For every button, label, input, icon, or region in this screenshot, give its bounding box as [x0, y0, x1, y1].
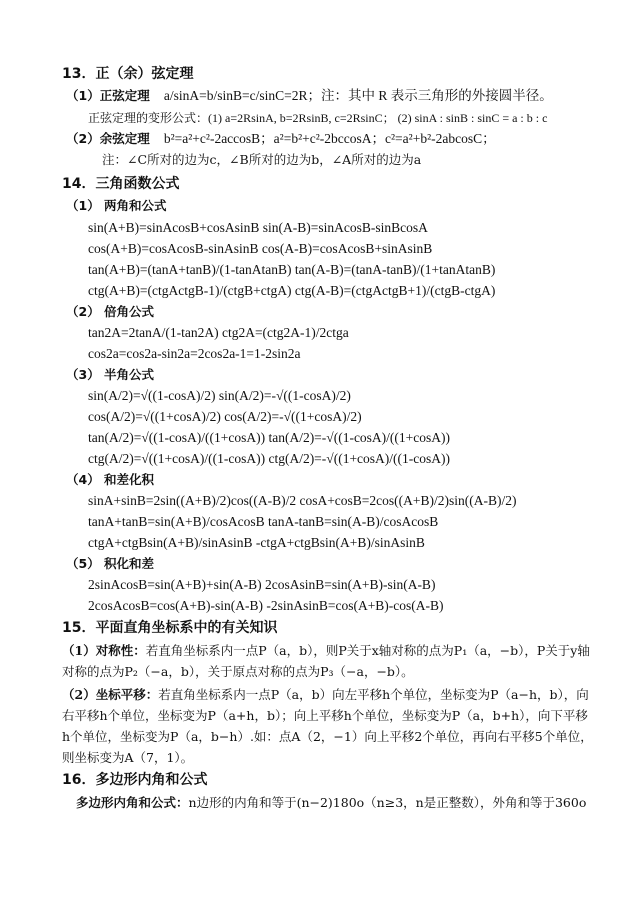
translation-text: 若直角坐标系内一点P（a，b）向左平移h个单位，坐标变为P（a−h，b），向右平移h个单位，坐标变为P（a+h，b）；向上平移h个单位，坐标变为P（a，b+h），向下平移h个单位，坐标变为P（a，b−h）.如：点A（2，−1）向上平移2个单位，再向右平移5个单位，则坐标变为A（7，1）。 — [62, 687, 593, 765]
section-14-title: 14．三角函数公式 — [62, 176, 180, 192]
product-to-sum-label: （5） 积化和差 — [66, 556, 155, 571]
formula-line: cos(A/2)=√((1+cosA)/2) cos(A/2)=-√((1+cosA)/2) — [88, 409, 362, 424]
sine-law-text: a/sinA=b/sinB=c/sinC=2R；注：其中 R 表示三角形的外接圆半径。 — [163, 88, 553, 103]
section-15-title: 15．平面直角坐标系中的有关知识 — [62, 620, 278, 636]
cos-law-text: b²=a²+c²-2accosB；a²=b²+c²-2bccosA；c²=a²+b²-2abcosC； — [163, 131, 496, 146]
sine-law-variants: 正弦定理的变形公式：(1) a=2RsinA, b=2RsinB, c=2RsinC； (2) sinA : sinB : sinC = a : b : c — [88, 111, 548, 125]
translation-label: （2）坐标平移： — [62, 687, 159, 702]
half-angle-label: （3） 半角公式 — [66, 367, 155, 382]
formula-line: ctg(A+B)=(ctgActgB-1)/(ctgB+ctgA) ctg(A-B)=(ctgActgB+1)/(ctgB-ctgA) — [88, 283, 496, 298]
sine-law-label: （1）正弦定理 — [66, 88, 150, 103]
formula-line: sin(A+B)=sinAcosB+cosAsinB sin(A-B)=sinAcosB-sinBcosA — [88, 220, 428, 235]
symmetry-text: 若直角坐标系内一点P（a，b），则P关于x轴对称的点为P₁（a，−b），P关于y轴对称的点为P₂（−a，b），关于原点对称的点为P₃（−a，−b）。 — [62, 643, 590, 679]
symmetry-paragraph — [62, 640, 594, 682]
polygon-angle-text: n边形的内角和等于(n−2)180o（n≥3，n是正整数），外角和等于360o — [188, 795, 587, 810]
formula-line: ctg(A/2)=√((1+cosA)/((1-cosA)) ctg(A/2)=-√((1+cosA)/((1-cosA)) — [88, 451, 451, 466]
formula-line: sin(A/2)=√((1-cosA)/2) sin(A/2)=-√((1-cosA)/2) — [88, 388, 351, 403]
formula-line: 2cosAcosB=cos(A+B)-sin(A-B) -2sinAsinB=cos(A+B)-cos(A-B) — [88, 598, 444, 613]
sum-to-product-label: （4） 和差化积 — [66, 472, 155, 487]
double-angle-label: （2） 倍角公式 — [66, 304, 155, 319]
section-13-title: 13．正（余）弦定理 — [62, 66, 194, 82]
formula-line: tan(A/2)=√((1-cosA)/((1+cosA)) tan(A/2)=-√((1-cosA)/((1+cosA)) — [88, 430, 451, 445]
formula-line: cos(A+B)=cosAcosB-sinAsinB cos(A-B)=cosAcosB+sinAsinB — [88, 241, 433, 256]
formula-line: tanA+tanB=sin(A+B)/cosAcosB tanA-tanB=sin(A-B)/cosAcosB — [88, 514, 439, 529]
formula-line: cos2a=cos2a-sin2a=2cos2a-1=1-2sin2a — [88, 346, 301, 361]
section-16-title: 16．多边形内角和公式 — [62, 772, 208, 788]
polygon-angle-line — [76, 795, 586, 811]
angle-side-note: 注：∠C所对的边为c，∠B所对的边为b，∠A所对的边为a — [102, 152, 422, 167]
translation-paragraph — [62, 684, 594, 768]
cos-law-label: （2）余弦定理 — [66, 131, 150, 146]
cos-law-line — [66, 131, 496, 148]
sum-formula-label: （1） 两角和公式 — [66, 198, 167, 213]
formula-line: tan2A=2tanA/(1-tan2A) ctg2A=(ctg2A-1)/2ctga — [88, 325, 349, 340]
sine-law-line — [66, 88, 553, 105]
formula-line: ctgA+ctgBsin(A+B)/sinAsinB -ctgA+ctgBsin(A+B)/sinAsinB — [88, 535, 425, 550]
formula-line: 2sinAcosB=sin(A+B)+sin(A-B) 2cosAsinB=sin(A+B)-sin(A-B) — [88, 577, 436, 592]
symmetry-label: （1）对称性： — [62, 643, 146, 658]
polygon-angle-label: 多边形内角和公式： — [76, 795, 189, 810]
formula-line: sinA+sinB=2sin((A+B)/2)cos((A-B)/2 cosA+cosB=2cos((A+B)/2)sin((A-B)/2) — [88, 493, 517, 508]
formula-line: tan(A+B)=(tanA+tanB)/(1-tanAtanB) tan(A-B)=(tanA-tanB)/(1+tanAtanB) — [88, 262, 496, 277]
